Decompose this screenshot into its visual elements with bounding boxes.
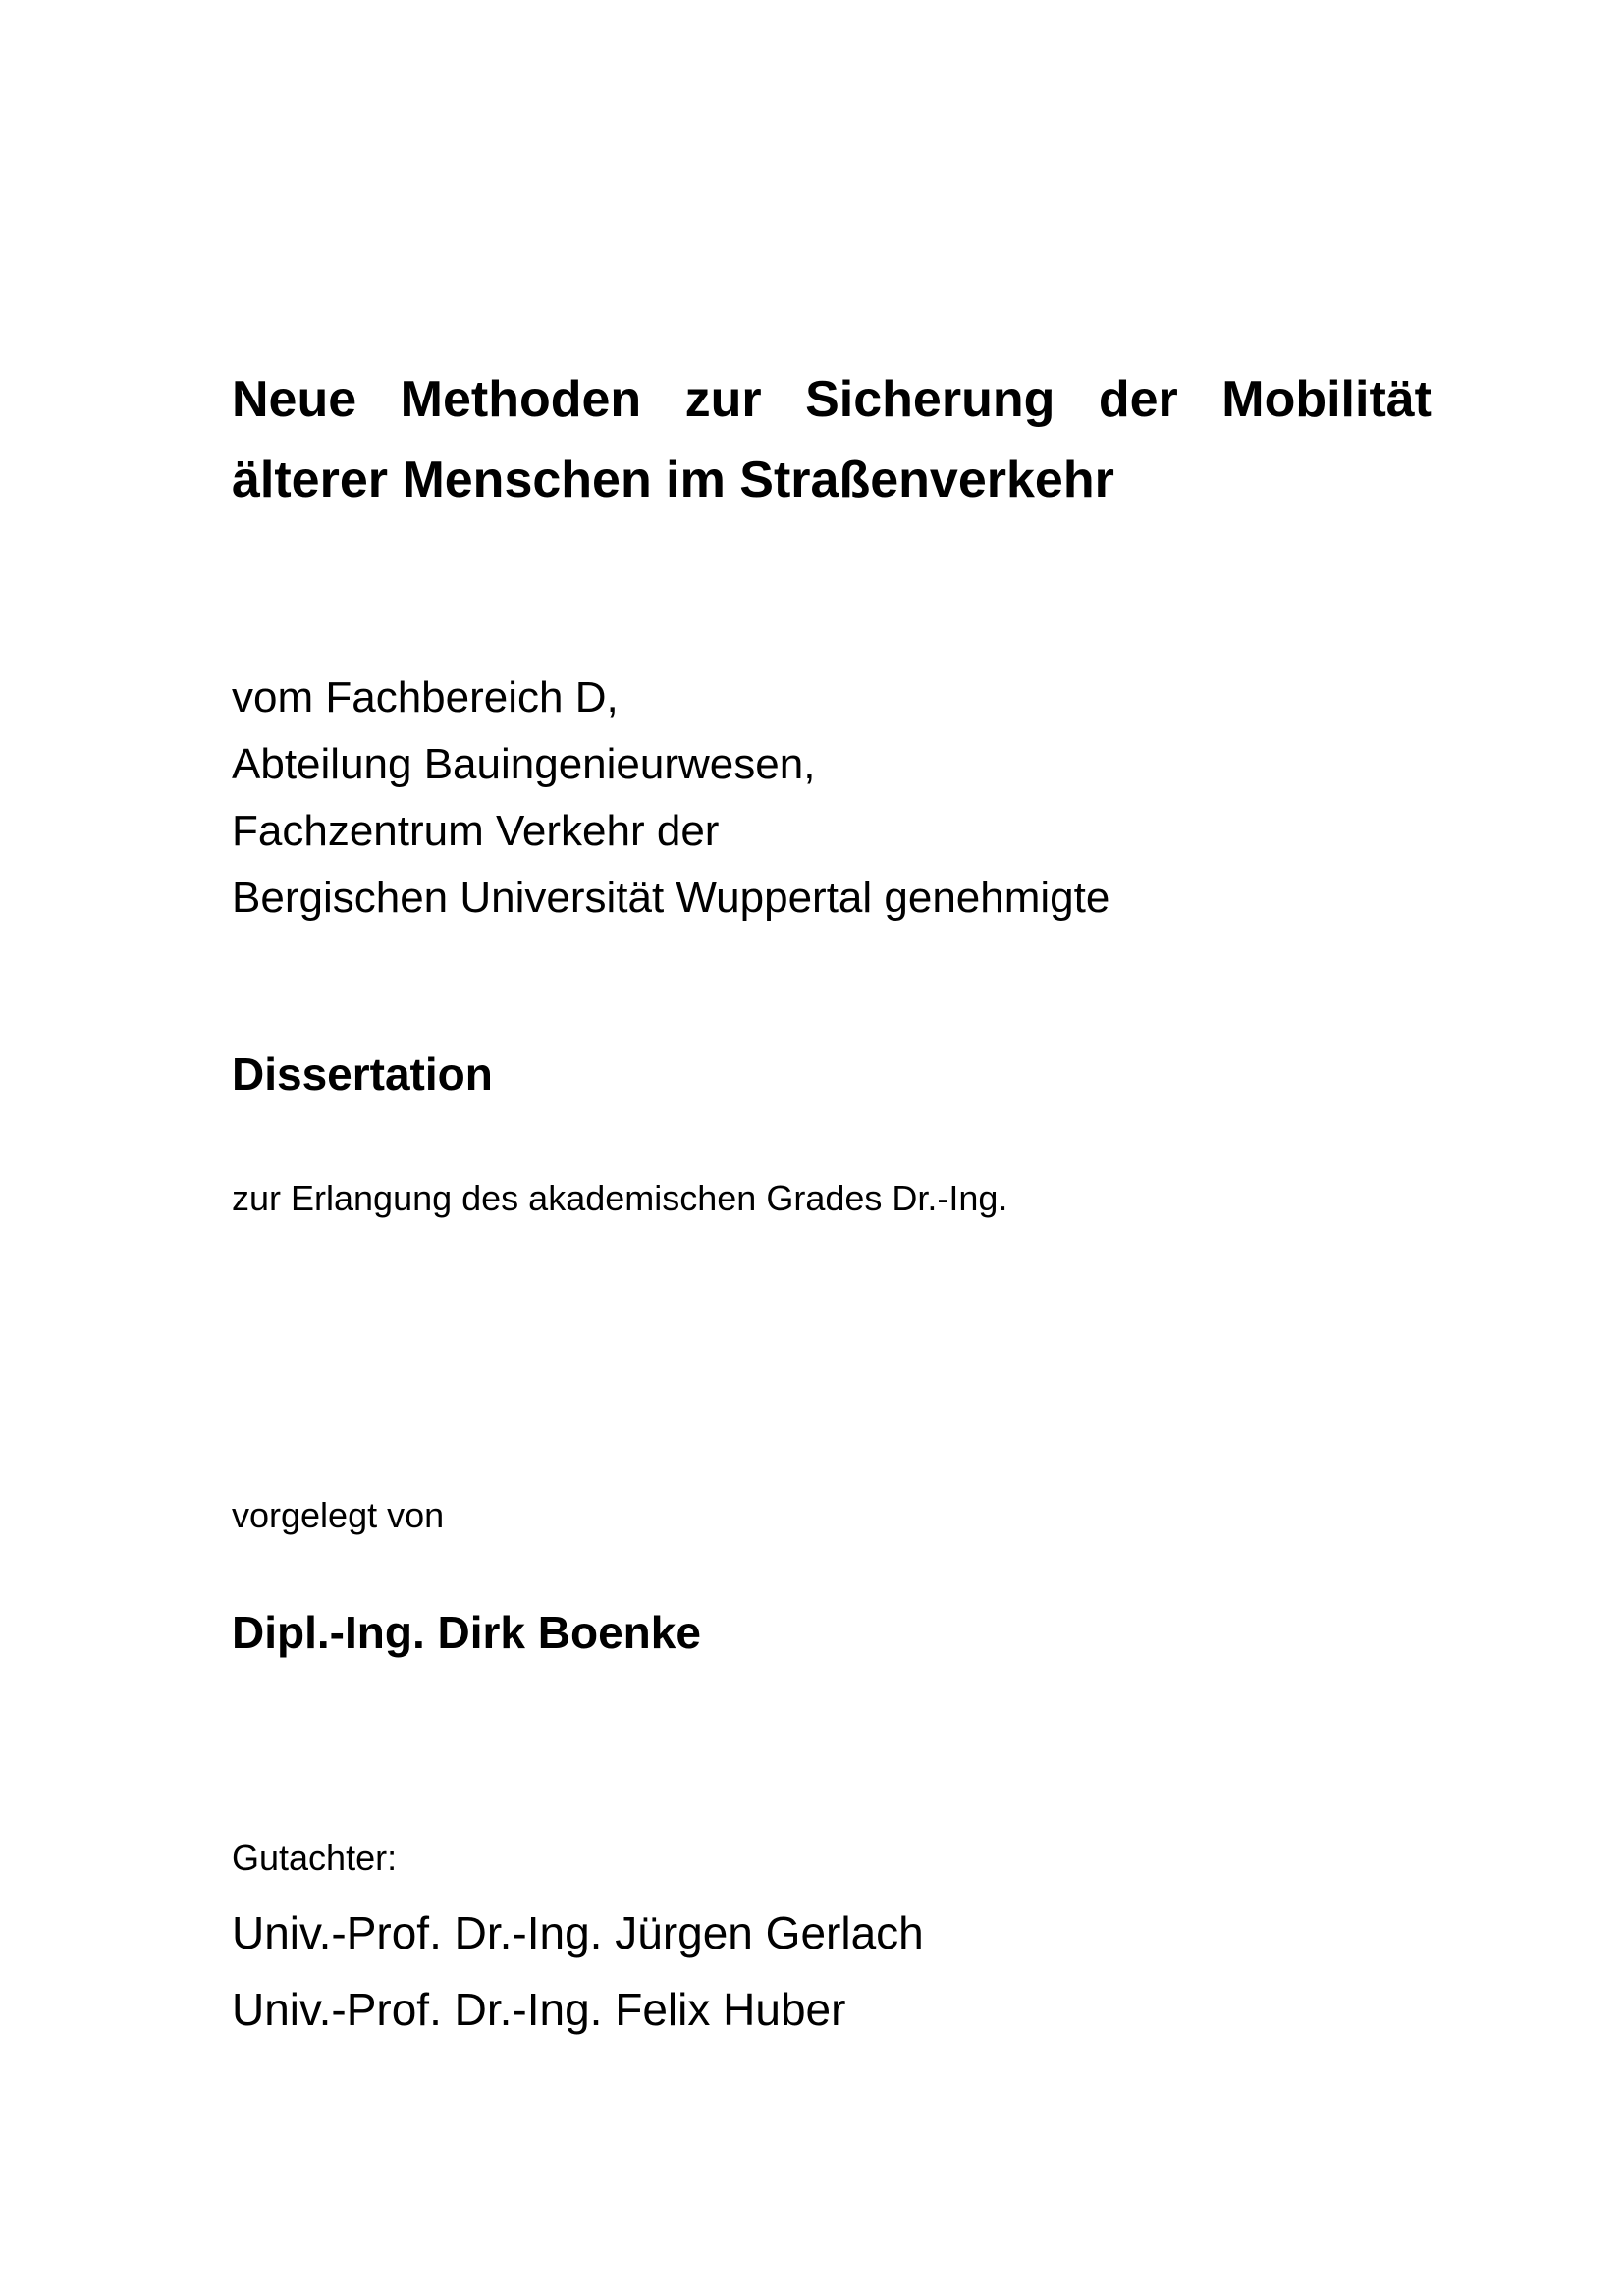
reviewer-name: Univ.-Prof. Dr.-Ing. Jürgen Gerlach: [232, 1907, 924, 1958]
reviewers-list: [232, 1895, 924, 2048]
document-type-heading: Dissertation: [232, 1048, 493, 1099]
department-line: Fachzentrum Verkehr der: [232, 807, 720, 855]
reviewer-name: Univ.-Prof. Dr.-Ing. Felix Huber: [232, 1984, 846, 2035]
submitted-by-label: vorgelegt von: [232, 1495, 445, 1535]
degree-statement: zur Erlangung des akademischen Grades Dr.-Ing.: [232, 1178, 1008, 1218]
department-line: Bergischen Universität Wuppertal genehmigte: [232, 874, 1110, 922]
author-name: Dipl.-Ing. Dirk Boenke: [232, 1607, 701, 1658]
document-title-line-2: älterer Menschen im Straßenverkehr: [232, 452, 1114, 508]
document-title-line-1: Neue Methoden zur Sicherung der Mobilität: [232, 371, 1432, 428]
department-block: [232, 665, 1109, 932]
department-line: vom Fachbereich D,: [232, 673, 619, 721]
reviewers-label: Gutachter:: [232, 1838, 398, 1878]
document-title: [232, 359, 1432, 520]
department-line: Abteilung Bauingenieurwesen,: [232, 740, 816, 788]
